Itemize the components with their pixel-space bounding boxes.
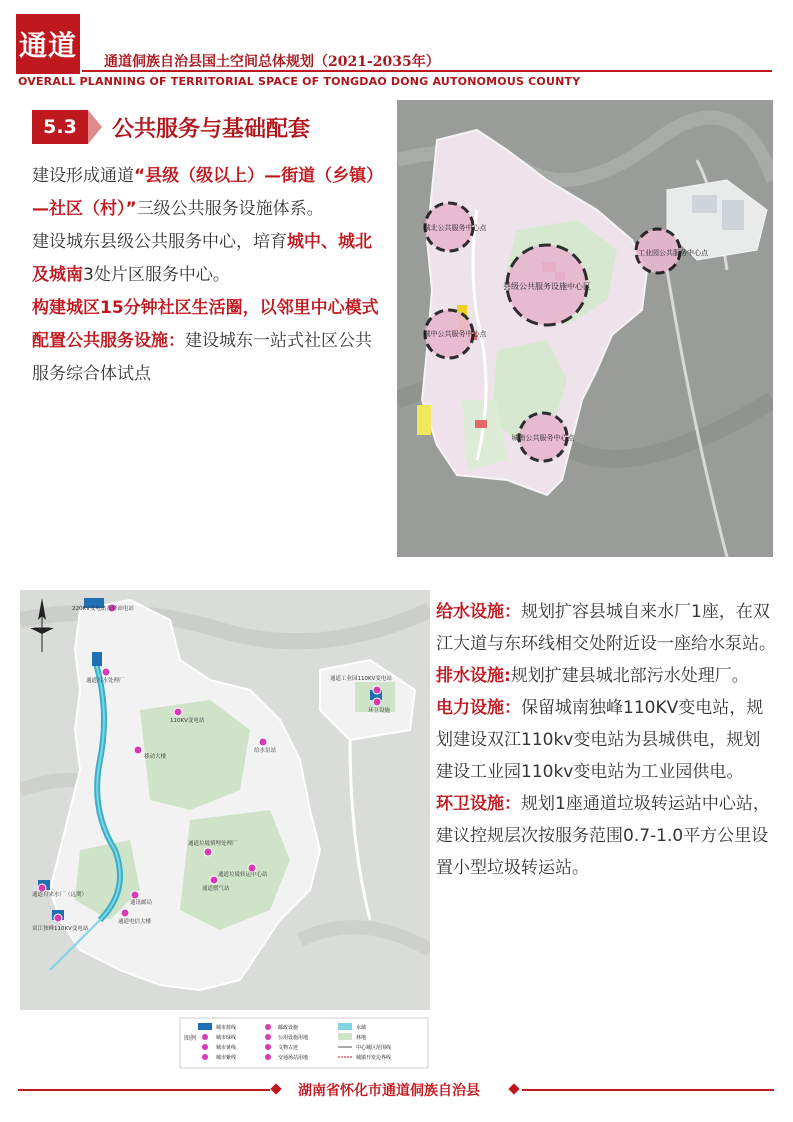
section-title: 公共服务与基础配套 — [112, 117, 311, 142]
label-east-center: 工业园公共服务中心点 — [638, 249, 708, 257]
marker-telecom — [121, 909, 129, 917]
marker-mobile-tower — [134, 746, 142, 754]
legend-swatch-green-line — [202, 1034, 208, 1040]
power-paragraph: 电力设施：保留城南独峰110KV变电站，规划建设双江110kv变电站为县城供电，规划建设工业园110kv变电站为工业园供电。 — [436, 698, 764, 782]
public-service-map — [397, 100, 773, 557]
legend-item-3: 城市黄线 — [216, 1045, 237, 1051]
label-sub-110: 110KV变电站 — [170, 718, 205, 724]
legend-item-4: 城市紫线 — [216, 1055, 237, 1061]
legend-swatch-heritage — [265, 1044, 271, 1050]
legend-item-11: 中心城区范围线 — [356, 1045, 392, 1051]
marker-waste-plant — [204, 848, 212, 856]
infrastructure-text — [436, 596, 776, 884]
label-north-center: 城北公共服务中心点 — [423, 224, 487, 232]
drainage-paragraph: 排水设施:规划扩建县城北部污水处理厂。 — [436, 666, 749, 686]
label-mid-center: 城中公共服务中心点 — [423, 330, 487, 338]
header-title-cn: 通道侗族自治县国土空间总体规划（2021-2035年） — [104, 54, 440, 70]
legend-swatch-purple-line — [202, 1054, 208, 1060]
sanitation-paragraph: 环卫设施：规划1座通道垃圾转运站中心站，建议控规层次按服务范围0.7-1.0平方公里设置小型垃圾转运站。 — [436, 794, 770, 878]
intro-paragraph-1: 建设形成通道“县级（级以上）—街道（乡镇）—社区（村）”三级公共服务设施体系。 — [32, 166, 375, 219]
legend-swatch-utility — [265, 1034, 271, 1040]
marker-post — [131, 891, 139, 899]
label-water-plant: 通道自来水厂（远期） — [32, 892, 88, 898]
marker-env-station — [373, 698, 381, 706]
legend-swatch-transport — [265, 1054, 271, 1060]
footer-text: 湖南省怀化市通道侗族自治县 — [298, 1083, 480, 1099]
label-mobile-tower: 移动大楼 — [144, 754, 167, 760]
marker-shuangjiang-sub — [54, 914, 62, 922]
header-rule — [82, 70, 772, 72]
legend-swatch-water — [338, 1023, 352, 1030]
marker-sub-110 — [174, 708, 182, 716]
marker-sewage-plant — [102, 668, 110, 676]
legend-item-5: 邮政设施 — [278, 1025, 299, 1031]
legend-item-9: 水域 — [356, 1025, 367, 1031]
legend-item-12: 城镇开发边界线 — [356, 1055, 392, 1061]
label-waste-plant: 通道垃圾填埋处理厂 — [188, 841, 238, 847]
legend-swatch-blue-line — [198, 1023, 212, 1030]
label-gas-station: 通道燃气站 — [202, 886, 230, 892]
label-county-center: 县级公共服务设施中心区 — [503, 282, 591, 291]
label-water-pump: 给水泵站 — [254, 748, 277, 754]
intro-paragraph-3: 构建城区15分钟社区生活圈，以邻里中心模式配置公共服务设施：建设城东一站式社区公共服务综合体试点 — [32, 298, 379, 384]
label-transfer-center: 通道垃圾转运中心站 — [218, 872, 268, 878]
intro-text — [32, 160, 382, 391]
legend-title: 图例 — [184, 1035, 197, 1042]
county-logo: 通道 — [16, 14, 80, 74]
legend-item-7: 文物古迹 — [278, 1045, 299, 1051]
footer-rule-left — [18, 1089, 270, 1091]
legend-item-6: 公用设施用地 — [278, 1035, 309, 1041]
legend-swatch-forest — [338, 1033, 352, 1040]
marker-transfer-center — [248, 864, 256, 872]
infrastructure-map — [20, 590, 430, 1070]
legend-item-10: 林地 — [356, 1035, 367, 1041]
label-post: 通讯邮局 — [130, 900, 153, 906]
legend-item-1: 城市蓝线 — [216, 1025, 237, 1031]
label-shuangjiang-sub: 双江独峰110KV变电站 — [32, 926, 89, 932]
label-telecom: 通道电信大楼 — [118, 919, 152, 925]
label-sewage-plant: 通道污水处理厂 — [86, 678, 125, 684]
label-south-center: 城南公共服务中心点 — [511, 434, 575, 442]
label-env-station: 环卫设施 — [368, 708, 391, 714]
legend-swatch-yellow-line — [202, 1044, 208, 1050]
intro-paragraph-2: 建设城东县级公共服务中心，培育城中、城北及城南3处片区服务中心。 — [32, 232, 372, 285]
footer-rule-right — [522, 1089, 774, 1091]
marker-industrial-sub — [373, 686, 381, 694]
label-substation-220: 220KV变电站及驿站电站 — [72, 606, 134, 612]
legend-item-2: 城市绿线 — [216, 1035, 237, 1041]
marker-water-pump — [259, 738, 267, 746]
section-number-badge: 5.3 — [32, 110, 88, 144]
footer-diamond-right-icon — [508, 1083, 519, 1094]
marker-gas-station — [210, 876, 218, 884]
section-arrow-icon — [88, 110, 102, 144]
map-legend — [180, 1018, 428, 1068]
water-supply-paragraph: 给水设施：规划扩容县城自来水厂1座，在双江大道与东环线相交处附近设一座给水泵站。 — [436, 602, 776, 654]
legend-item-8: 交通场站用地 — [278, 1055, 309, 1061]
label-industrial-sub: 通道工业园110KV变电站 — [330, 676, 392, 682]
header-title-en: OVERALL PLANNING OF TERRITORIAL SPACE OF TONGDAO DONG AUTONOMOUS COUNTY — [18, 75, 581, 88]
marker-water-plant — [38, 884, 46, 892]
footer-diamond-left-icon — [270, 1083, 281, 1094]
legend-swatch-post — [265, 1024, 271, 1030]
